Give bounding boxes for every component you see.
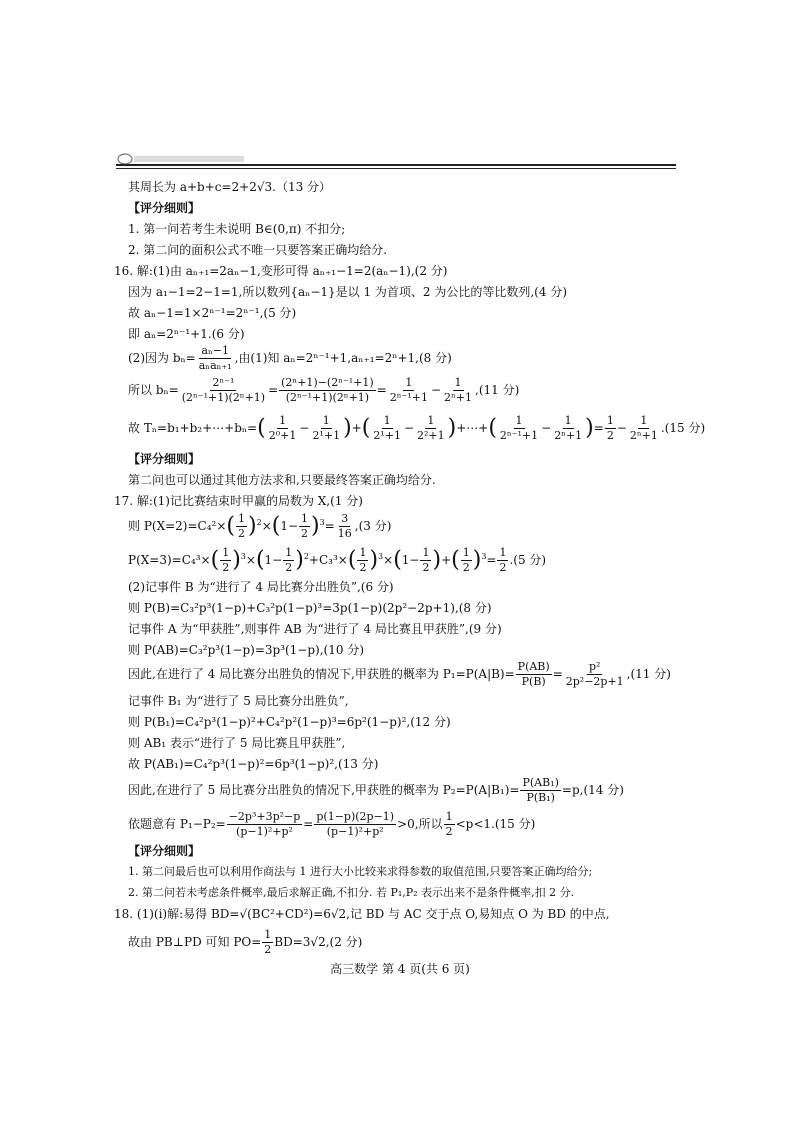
- denominator: 2: [606, 429, 614, 442]
- grading-note: 2. 第二问的面积公式不唯一只要答案正确均给分.: [128, 243, 388, 257]
- fraction: [283, 546, 294, 575]
- text: +C₃³×: [308, 553, 348, 567]
- denominator: 2: [222, 561, 230, 574]
- denominator: 2: [264, 943, 272, 956]
- fraction: [420, 546, 431, 575]
- numerator: −2p³+3p²−p: [228, 810, 301, 823]
- fraction: [628, 414, 660, 443]
- text: ,(11 分): [475, 383, 520, 397]
- denominator: 2⁰+1: [268, 429, 297, 442]
- numerator: 1: [322, 414, 330, 427]
- denominator: aₙaₙ₊₁: [198, 359, 232, 372]
- fraction: [227, 810, 303, 839]
- text: =: [376, 383, 387, 397]
- fraction: [180, 376, 267, 405]
- header-rule-thin: [116, 168, 676, 169]
- grading-note: 2. 第二问若未考虑条件概率,最后求解正确,不扣分. 若 P₁,P₂ 表示出来不是条件概率,扣 2 分.: [128, 886, 575, 899]
- q16-bn-def: [128, 344, 452, 373]
- text: =p,(14 分): [561, 783, 624, 797]
- denominator: 2¹+1: [312, 429, 341, 442]
- text: +⋯+: [456, 421, 489, 435]
- denominator: 2²+1: [417, 429, 445, 442]
- q18-line: 18. (1)(i)解:易得 BD=√(BC²+CD²)=6√2,记 BD 与 AC 交于点 O,易知点 O 为 BD 的中点,: [114, 907, 610, 921]
- grading-heading: 【评分细则】: [128, 201, 201, 215]
- denominator: 2ⁿ⁻¹+1: [389, 391, 428, 404]
- numerator: 1: [564, 414, 572, 427]
- denominator: (2ⁿ⁻¹+1)(2ⁿ+1): [285, 391, 370, 404]
- numerator: P(AB₁): [522, 776, 559, 789]
- q17-line: 17. 解:(1)记比赛结束时甲赢的局数为 X,(1 分): [114, 494, 363, 508]
- denominator: 2¹+1: [373, 429, 401, 442]
- fraction: [336, 512, 354, 541]
- numerator: 1: [222, 546, 230, 559]
- grading-note: 第二问也可以通过其他方法求和,只要最终答案正确均给分.: [128, 473, 436, 487]
- text: 故 Tₙ=b₁+b₂+⋯+bₙ=: [128, 421, 258, 435]
- denominator: 2ⁿ+1: [444, 391, 472, 404]
- numerator: 1: [359, 546, 367, 559]
- numerator: 1: [238, 512, 245, 525]
- numerator: 1: [279, 414, 287, 427]
- q16-line: 故 aₙ−1=1×2ⁿ⁻¹=2ⁿ⁻¹,(5 分): [128, 306, 297, 320]
- q18-po: [128, 928, 362, 957]
- denominator: P(B₁): [526, 791, 555, 804]
- fraction: [498, 414, 540, 443]
- q17-line: 则 P(B)=C₃²p³(1−p)+C₃²p(1−p)³=3p(1−p)(2p²−2p+1),(8 分): [128, 601, 492, 615]
- fraction: [314, 810, 396, 839]
- q17-p2: [128, 776, 624, 805]
- numerator: 1: [285, 546, 293, 559]
- numerator: p(1−p)(2p−1): [316, 810, 395, 823]
- denominator: (2ⁿ⁻¹+1)(2ⁿ+1): [181, 391, 266, 404]
- fraction: [220, 546, 231, 575]
- fraction: [520, 776, 560, 805]
- q17-px3: P(X=3)=C₄³×( $\frac{1}{2}$ )$^3$×(1− $\frac{1}{2}$ )$^2$+C₃³×( $\frac{1}{2}$ )$^3$×(1− $\frac{1}{2}$ )+( $\frac{1}{2}$ )$^3$= $\frac{1}{2}$ .(5 分): [128, 546, 547, 574]
- fraction: [310, 414, 342, 443]
- text: 因此,在进行了 5 局比赛分出胜负的情况下,甲获胜的概率为 P₂=P(A|B₁)=: [128, 783, 520, 797]
- numerator: 2ⁿ⁻¹: [212, 376, 235, 389]
- numerator: 1: [301, 512, 309, 525]
- denominator: 2: [422, 561, 430, 574]
- header-rule: [116, 164, 676, 166]
- q17-line: 故 P(AB₁)=C₄²p³(1−p)²=6p³(1−p)²,(13 分): [128, 757, 379, 771]
- perimeter-line: 其周长为 a+b+c=2+2√3.（13 分）: [128, 180, 332, 194]
- fraction: [415, 414, 447, 443]
- q17-p1: 因此,在进行了 4 局比赛分出胜负的情况下,甲获胜的概率为 P₁=P(A|B)= $\frac{P(AB)}{P(B)}$ = $\frac{\text{p²}}{\text{2p²−2p+1}}$ ,(11 分): [128, 660, 671, 688]
- fraction: [197, 344, 234, 373]
- grading-heading: 【评分细则】: [128, 844, 201, 858]
- denominator: 16: [337, 527, 352, 540]
- numerator: p²: [588, 660, 601, 673]
- denominator: 2: [359, 561, 367, 574]
- fraction: [388, 376, 430, 405]
- denominator: 2: [238, 527, 245, 540]
- text: <p<1.(15 分): [455, 817, 536, 831]
- numerator: 1: [445, 810, 453, 823]
- q16-line: 因为 a₁−1=2−1=1,所以数列{aₙ−1}是以 1 为首项、2 为公比的等比数列,(4 分): [128, 285, 567, 299]
- q16-line: 16. 解:(1)由 aₙ₊₁=2aₙ−1,变形可得 aₙ₊₁−1=2(aₙ−1),(2 分): [114, 264, 448, 278]
- q17-px2: 则 P(X=2)=C₄²×( $\frac{1}{2}$ )$^2$×(1− $\frac{1}{2}$ )$^3$= $\frac{3}{16}$ ,(3 分): [128, 512, 392, 540]
- grading-heading: 【评分细则】: [128, 452, 201, 466]
- numerator: 1: [515, 414, 523, 427]
- text: .(15 分): [660, 421, 706, 435]
- numerator: 1: [454, 376, 462, 389]
- denominator: 2ⁿ+1: [629, 429, 658, 442]
- text: BD=3√2,(2 分): [274, 935, 363, 949]
- text: ,(11 分): [626, 667, 671, 681]
- fraction: [236, 512, 247, 541]
- denominator: 2ⁿ+1: [554, 429, 583, 442]
- numerator: 3: [341, 512, 349, 525]
- denominator: 2: [499, 561, 507, 574]
- numerator: 1: [427, 414, 435, 427]
- text: .(5 分): [509, 553, 547, 567]
- denominator: 2: [445, 825, 453, 838]
- fraction: [357, 546, 368, 575]
- fraction: [564, 660, 626, 689]
- fraction: [371, 414, 403, 443]
- fraction: [605, 414, 616, 443]
- fraction: [444, 810, 455, 839]
- denominator: P(B): [521, 675, 546, 688]
- text: (2)因为 bₙ=: [128, 351, 196, 365]
- fraction: [461, 546, 472, 575]
- fraction: [279, 376, 376, 405]
- denominator: (p−1)²+p²: [236, 825, 293, 838]
- q16-tn-sum: 故 Tₙ=b₁+b₂+⋯+bₙ=( $\frac{1}{\text{2⁰+1}}$ − $\frac{1}{\text{2¹+1}}$ )+( $\frac{1}{\text{2¹+1}}$ − $\frac{1}{\text{2²+1}}$ )+⋯+( $\frac{1}{\text{2ⁿ⁻¹+1}}$ − $\frac{1}{\text{2ⁿ+1}}$ )= $\frac{1}{2}$ − $\frac{1}{\text{2ⁿ+1}}$ .(15 分): [128, 414, 706, 442]
- text: P(X=3)=C₄³×: [128, 553, 211, 567]
- fraction: [516, 660, 552, 689]
- fraction: [442, 376, 474, 405]
- q17-line: (2)记事件 B 为“进行了 4 局比赛分出胜负”,(6 分): [128, 580, 394, 594]
- numerator: (2ⁿ+1)−(2ⁿ⁻¹+1): [281, 376, 374, 389]
- numerator: 1: [422, 546, 430, 559]
- q16-bn-split: 所以 bₙ= $\frac{\text{2ⁿ⁻¹}}{\text{(2ⁿ⁻¹+1)(2ⁿ+1)}}$ = $\frac{\text{(2ⁿ+1)−(2ⁿ⁻¹+1)}}{\text{(2ⁿ⁻¹+1)(2ⁿ+1)}}$ = $\frac{1}{\text{2ⁿ⁻¹+1}}$ − $\frac{1}{\text{2ⁿ+1}}$ ,(11 分): [128, 376, 520, 404]
- text: 因此,在进行了 4 局比赛分出胜负的情况下,甲获胜的概率为 P₁=P(A|B)=: [128, 667, 515, 681]
- fraction: [267, 414, 299, 443]
- numerator: aₙ−1: [201, 344, 229, 357]
- text: 依题意有 P₁−P₂=: [128, 817, 226, 831]
- fraction: [497, 546, 508, 575]
- grading-note: 1. 第二问最后也可以利用作商法与 1 进行大小比较来求得参数的取值范围,只要答案正确均给分;: [128, 865, 593, 878]
- numerator: 1: [405, 376, 413, 389]
- text: ,由(1)知 aₙ=2ⁿ⁻¹+1,aₙ₊₁=2ⁿ+1,(8 分): [234, 351, 452, 365]
- denominator: 2: [285, 561, 293, 574]
- numerator: 1: [640, 414, 648, 427]
- q17-compare: 依题意有 P₁−P₂= $\frac{\text{−2p³+3p²−p}}{\text{(p−1)²+p²}}$ = $\frac{p(1-p)(2p-1)}{\text{(p−1)²+p²}}$ >0,所以 $\frac{1}{2}$ <p<1.(15 分): [128, 810, 536, 838]
- fraction: [299, 512, 310, 541]
- q17-line: 则 P(B₁)=C₄²p³(1−p)²+C₄²p²(1−p)³=6p²(1−p)²,(12 分): [128, 715, 451, 729]
- fraction: [552, 414, 584, 443]
- numerator: 1: [606, 414, 614, 427]
- fraction: [262, 928, 273, 957]
- grading-note: 1. 第一问若考生未说明 B∈(0,π) 不扣分;: [128, 222, 346, 236]
- numerator: 1: [383, 414, 391, 427]
- numerator: 1: [462, 546, 470, 559]
- denominator: 2: [301, 527, 309, 540]
- numerator: 1: [499, 546, 507, 559]
- text: 则 P(X=2)=C₄²×: [128, 519, 227, 533]
- q17-line: 则 P(AB)=C₃²p³(1−p)=3p³(1−p),(10 分): [128, 643, 364, 657]
- text: 故由 PB⊥PD 可知 PO=: [128, 935, 262, 949]
- denominator: 2ⁿ⁻¹+1: [499, 429, 539, 442]
- text: 所以 bₙ=: [128, 383, 179, 397]
- q16-line: 即 aₙ=2ⁿ⁻¹+1.(6 分): [128, 327, 245, 341]
- text: =: [268, 383, 279, 397]
- page-footer: 高三数学 第 4 页(共 6 页): [330, 962, 470, 976]
- text: ,(3 分): [354, 519, 392, 533]
- denominator: (p−1)²+p²: [326, 825, 384, 838]
- numerator: 1: [264, 928, 272, 941]
- q17-line: 则 AB₁ 表示“进行了 5 局比赛且甲获胜”,: [128, 736, 346, 750]
- denominator: 2p²−2p+1: [565, 675, 624, 688]
- text: >0,所以: [397, 817, 443, 831]
- q17-line: 记事件 B₁ 为“进行了 5 局比赛分出胜负”,: [128, 694, 349, 708]
- denominator: 2: [462, 561, 470, 574]
- numerator: P(AB): [517, 660, 550, 673]
- q17-line: 记事件 A 为“甲获胜”,则事件 AB 为“进行了 4 局比赛且甲获胜”,(9 分): [128, 622, 502, 636]
